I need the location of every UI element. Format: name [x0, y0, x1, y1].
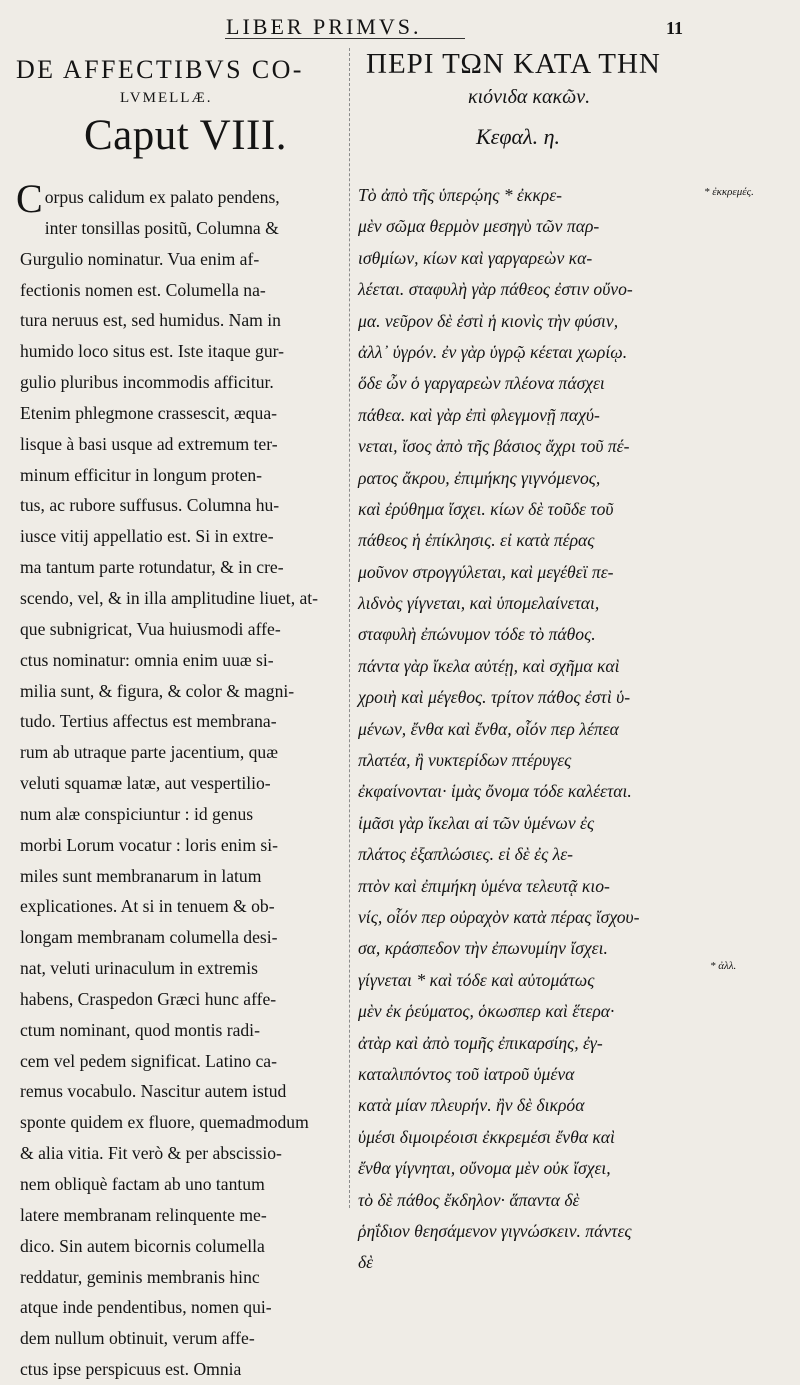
greek-text-line: πάθεος ἡ ἐπίκλησις. εἰ κατὰ πέρας — [358, 530, 595, 551]
greek-text-line: ἱμᾶσι γὰρ ἴκελαι αἱ τῶν ὑμένων ἐς — [358, 812, 595, 833]
greek-text-line: ἔνθα γίγνηται, οὔνομα μὲν οὐκ ἴσχει, — [358, 1158, 611, 1179]
drop-cap: C — [16, 176, 43, 221]
greek-text-line: ῥηΐδιον θεησάμενον γιγνώσκειν. πάντες — [358, 1220, 632, 1241]
latin-text-line: & alia vitia. Fit verò & per abscissio- — [20, 1143, 282, 1164]
greek-text-line: πάντα γὰρ ἴκελα αὐτέῃ, καὶ σχῆμα καὶ — [358, 655, 620, 676]
latin-text-line: scendo, vel, & in illa amplitudine liuet, at- — [20, 587, 319, 608]
greek-text-line: νεται, ἴσος ἀπὸ τῆς βάσιος ἄχρι τοῦ πέ- — [358, 436, 630, 457]
greek-text-line: σταφυλὴ ἐπώνυμον τόδε τὸ πάθος. — [358, 624, 596, 645]
greek-text-line: κατὰ μίαν πλευρήν. ἢν δὲ δικρόα — [358, 1095, 585, 1116]
greek-text-line: δὲ — [358, 1252, 374, 1273]
greek-text-column — [358, 180, 688, 1279]
latin-text-line: longam membranam columella desi- — [20, 927, 278, 948]
greek-text-line: Τὸ ἀπὸ τῆς ὑπερῴης * ἐκκρε- — [358, 185, 562, 205]
latin-text-line: explicationes. At si in tenuem & ob- — [20, 896, 275, 917]
latin-text-line: habens, Craspedon Græci hunc affe- — [20, 988, 277, 1009]
latin-text-line: num alæ conspiciuntur : id genus — [20, 803, 254, 824]
column-divider — [349, 48, 350, 1208]
latin-text-line: reddatur, geminis membranis hinc — [20, 1266, 260, 1287]
greek-text-line: μα. νεῦρον δὲ ἐστὶ ἡ κιονὶς τὴν φύσιν, — [358, 310, 619, 331]
latin-text-line: Gurgulio nominatur. Vua enim af- — [20, 248, 260, 269]
latin-text-line: orpus calidum ex palato pendens, — [44, 187, 280, 207]
latin-text-line: miles sunt membranarum in latum — [20, 865, 262, 886]
greek-text-line: μὲν ἐκ ῥεύματος, ὁκωσπερ καὶ ἕτερα· — [358, 1001, 615, 1022]
greek-text-line: μοῦνον στρογγύλεται, καὶ μεγέθεϊ πε- — [358, 561, 614, 582]
greek-text-line: ἐκφαίνονται· ἱμὰς ὄνομα τόδε καλέεται. — [358, 781, 632, 802]
latin-text-line: minum efficitur in longum proten- — [20, 464, 263, 485]
greek-text-line: λιδνὸς γίγνεται, καὶ ὑπομελαίνεται, — [358, 593, 600, 614]
latin-text-line: ctus ipse perspicuus est. Omnia — [20, 1359, 242, 1380]
greek-text-line: σα, κράσπεδον τὴν ἐπωνυμίην ἴσχει. — [358, 938, 608, 959]
latin-text-line: ctum nominant, quod montis radi- — [20, 1019, 260, 1040]
greek-text-line: ἀλλ᾽ ὑγρόν. ἐν γὰρ ὑγρῷ κέεται χωρίῳ. — [358, 341, 628, 362]
latin-text-line: humido loco situs est. Iste itaque gur- — [20, 341, 285, 362]
latin-text-column — [16, 176, 346, 1385]
latin-chapter-number: Caput VIII. — [84, 112, 287, 159]
greek-text-line: ἀτὰρ καὶ ἀπὸ τομῆς ἐπικαρσίης, ἐγ- — [358, 1032, 603, 1053]
greek-text-line: πλάτος ἐξαπλώσιες. εἰ δὲ ἐς λε- — [358, 844, 574, 865]
latin-text-line: que subnigricat, Vua huiusmodi affe- — [20, 618, 281, 639]
greek-text-line: χροιὴ καὶ μέγεθος. τρίτον πάθος ἐστὶ ὑ- — [358, 687, 631, 708]
greek-text-line: γίγνεται * καὶ τόδε καὶ αὐτομάτως — [358, 969, 595, 990]
greek-text-line: μὲν σῶμα θερμὸν μεσηγὺ τῶν παρ- — [358, 216, 600, 237]
greek-text-line: ισθμίων, κίων καὶ γαργαρεὼν κα- — [358, 247, 593, 268]
latin-text-line: ctus nominatur: omnia enim uuæ si- — [20, 649, 274, 670]
greek-text-line: λέεται. σταφυλὴ γὰρ πάθεος ἐστιν οὔνο- — [358, 279, 633, 300]
page-number: 11 — [666, 18, 684, 38]
greek-text-line: ὑμέσι διμοιρέοισι ἐκκρεμέσι ἔνθα καὶ — [358, 1126, 615, 1147]
latin-text-line: atque inde pendentibus, nomen qui- — [20, 1297, 272, 1318]
greek-chapter-title: ΠΕΡΙ ΤΩΝ ΚΑΤΑ ΤΗΝ — [366, 48, 661, 80]
latin-text-line: tus, ac rubore suffusus. Columna hu- — [20, 495, 280, 516]
latin-text-line: nem obliquè factam ab uno tantum — [20, 1174, 265, 1194]
latin-text-line: fectionis nomen est. Columella na- — [20, 279, 266, 300]
margin-note: * ἀλλ. — [710, 960, 737, 972]
greek-chapter-title-continued: κιόνιδα κακῶν. — [468, 86, 591, 108]
latin-text-line: milia sunt, & figura, & color & magni- — [20, 680, 295, 701]
greek-text-line: καὶ ἐρύθημα ἴσχει. κίων δὲ τοῦδε τοῦ — [358, 498, 614, 519]
latin-text-line: tura neruus est, sed humidus. Nam in — [20, 310, 281, 331]
greek-text-line: ὅδε ὦν ὁ γαργαρεὼν πλέονα πάσχει — [358, 373, 605, 394]
running-head: LIBER PRIMVS. — [226, 14, 422, 39]
latin-text-line: dem nullum obtinuit, verum affe- — [20, 1328, 255, 1349]
latin-text-line: morbi Lorum vocatur : loris enim si- — [20, 834, 278, 855]
greek-text-line: ρατος ἄκρου, ἐπιμήκης γιγνόμενος, — [358, 467, 601, 488]
greek-text-line: καταλιπόντος τοῦ ἰατροῦ ὑμένα — [358, 1063, 575, 1084]
latin-text-line: Etenim phlegmone crassescit, æqua- — [20, 402, 277, 423]
latin-chapter-title-continued: LVMELLÆ. — [120, 90, 213, 106]
greek-text-line: νίς, οἷόν περ οὐραχὸν κατὰ πέρας ἴσχου- — [358, 906, 640, 927]
greek-text-line: μένων, ἔνθα καὶ ἔνθα, οἷόν περ λέπεα — [358, 718, 619, 739]
latin-text-line: ma tantum parte rotundatur, & in cre- — [20, 557, 284, 578]
greek-text-line: τὸ δὲ πάθος ἔκδηλον· ἅπαντα δὲ — [358, 1189, 580, 1210]
header-rule — [225, 38, 465, 39]
latin-text-line: remus vocabulo. Nascitur autem istud — [20, 1081, 287, 1102]
latin-text-line: nat, veluti urinaculum in extremis — [20, 958, 258, 979]
latin-text-line: cem vel pedem significat. Latino ca- — [20, 1050, 277, 1071]
latin-text-line: iusce vitij appellatio est. Si in extre- — [20, 526, 274, 547]
greek-text-line: πλατέα, ἢ νυκτερίδων πτέρυγες — [358, 750, 572, 771]
latin-text-line: lisque à basi usque ad extremum ter- — [20, 433, 278, 454]
greek-text-line: πάθεα. καὶ γὰρ ἐπὶ φλεγμονῇ παχύ- — [358, 404, 600, 425]
latin-text-line: tudo. Tertius affectus est membrana- — [20, 711, 277, 732]
latin-text-line: veluti squamæ latæ, aut vespertilio- — [20, 773, 271, 794]
latin-chapter-title: DE AFFECTIBVS CO- — [16, 55, 304, 84]
margin-note: * ἐκκρεμές. — [704, 186, 754, 198]
latin-text-line: latere membranam relinquente me- — [20, 1204, 267, 1225]
latin-text-line: inter tonsillas positũ, Columna & — [44, 217, 279, 238]
greek-text-line: πτὸν καὶ ἐπιμήκη ὑμένα τελευτᾷ κιο- — [358, 875, 610, 896]
latin-text-line: gulio pluribus incommodis afficitur. — [20, 372, 274, 393]
greek-chapter-number: Κεφαλ. η. — [476, 124, 561, 149]
latin-text-line: dico. Sin autem bicornis columella — [20, 1235, 265, 1256]
latin-text-line: rum ab utraque parte jacentium, quæ — [20, 742, 278, 763]
latin-text-line: sponte quidem ex fluore, quemadmodum — [20, 1112, 309, 1133]
